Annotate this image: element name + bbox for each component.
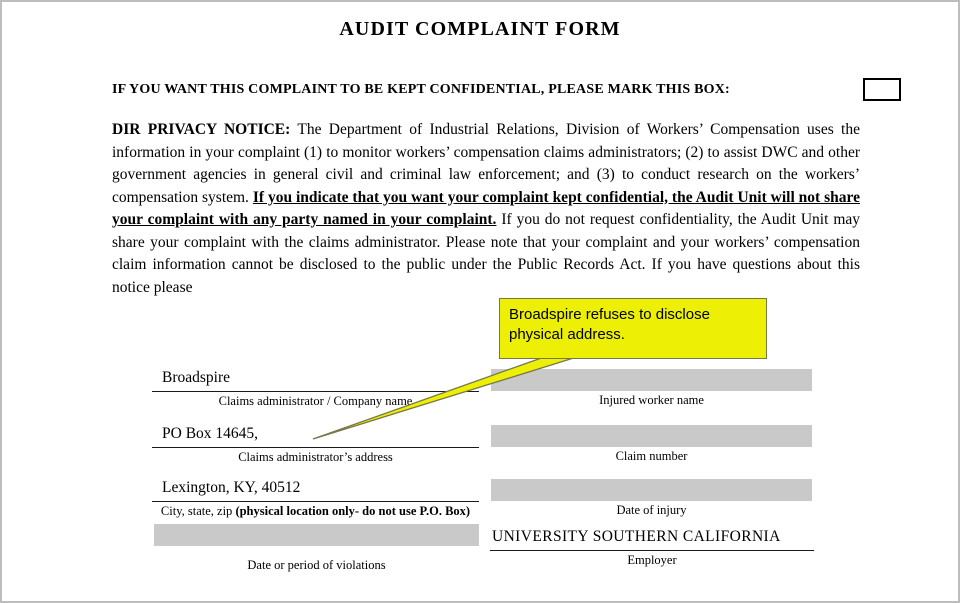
confidential-checkbox[interactable]: [863, 78, 901, 101]
city-state-zip-input[interactable]: Lexington, KY, 40512: [152, 476, 479, 502]
callout-tail-pointer: [302, 352, 592, 444]
confidential-row: [112, 78, 901, 101]
employer-input[interactable]: UNIVERSITY SOUTHERN CALIFORNIA: [490, 525, 814, 551]
privacy-notice-body-2: If you do not request confidentiality, the Audit Unit may share your complaint with the claims administrator. Please note that your complaint and your workers’ compensation claim information cannot be disclosed to the public under the Public Records Act. If you have questions about this notice please: [112, 211, 860, 296]
city-state-zip-label: [152, 502, 479, 519]
field-employer: [490, 525, 814, 568]
privacy-notice-heading: DIR PRIVACY NOTICE:: [112, 121, 291, 138]
city-state-zip-label-normal: City, state, zip: [160, 504, 236, 518]
field-date-of-violations: [154, 524, 479, 573]
claims-admin-name-label: Claims administrator / Company name: [218, 394, 413, 408]
privacy-notice: [112, 119, 860, 299]
claim-number-label: Claim number: [615, 449, 688, 463]
privacy-notice-body-1: The Department of Industrial Relations, Division of Workers’ Compensation uses the information in your complaint (1) to monitor workers’ compensation claims administrators; (2) to assist DWC and other government agencies in general civil and criminal law enforcement; and (3) to conduct research on the workers’ compensation system.: [112, 121, 860, 206]
date-of-injury-label: Date of injury: [616, 503, 687, 517]
form-title: AUDIT COMPLAINT FORM: [339, 18, 621, 40]
claims-admin-address-input[interactable]: PO Box 14645,: [152, 422, 479, 448]
annotation-callout-text: Broadspire refuses to disclose physical address.: [509, 306, 710, 343]
employer-label: Employer: [627, 553, 677, 567]
claims-admin-address-label: Claims administrator’s address: [238, 450, 393, 464]
field-date-of-injury: [491, 479, 812, 518]
redaction-bar-date-of-violations: [154, 524, 479, 546]
redaction-bar-date-of-injury: [491, 479, 812, 501]
confidential-instruction: IF YOU WANT THIS COMPLAINT TO BE KEPT CONFIDENTIAL, PLEASE MARK THIS BOX:: [112, 81, 730, 97]
privacy-notice-emphasis: If you indicate that you want your complaint kept confidential, the Audit Unit will not share your complaint with any party named in your complaint.: [112, 188, 860, 228]
city-state-zip-label-bold: (physical location only- do not use P.O. Box): [235, 504, 471, 518]
annotation-callout: [499, 298, 767, 359]
field-city-state-zip: [152, 476, 479, 519]
date-of-violations-label: Date or period of violations: [247, 558, 386, 572]
claims-admin-name-input[interactable]: Broadspire: [152, 366, 479, 392]
injured-worker-name-label: Injured worker name: [599, 393, 704, 407]
